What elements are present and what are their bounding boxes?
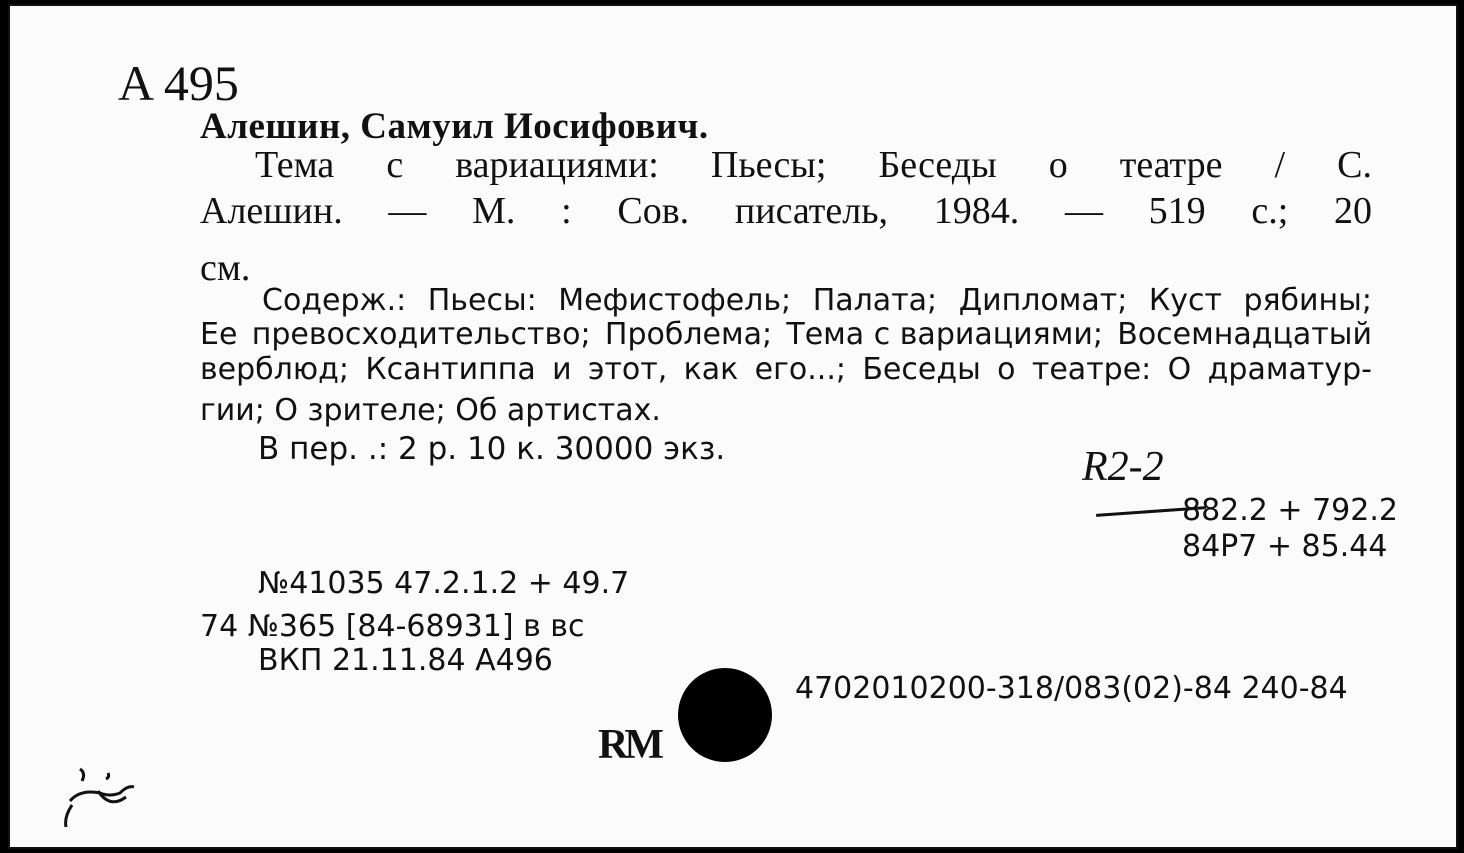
text-word: С. bbox=[1337, 144, 1372, 186]
text-word: театре: bbox=[1031, 352, 1152, 387]
text-word: Тема с вариациями; bbox=[786, 317, 1103, 352]
record-line-2: 74 №365 [84-68931] в вс bbox=[200, 609, 585, 644]
text-word: М. bbox=[472, 190, 516, 232]
text-word: Тема bbox=[255, 144, 335, 186]
text-word: драматур- bbox=[1207, 352, 1372, 387]
contents-line-1 bbox=[262, 283, 1372, 318]
contents-line-3 bbox=[200, 352, 1372, 387]
text-word: рябины; bbox=[1243, 283, 1372, 318]
text-word: / bbox=[1274, 144, 1286, 186]
text-word: этот, bbox=[587, 352, 668, 387]
text-word: Беседы bbox=[878, 144, 997, 186]
text-word: вариациями: bbox=[455, 144, 659, 186]
classification-line-1: 882.2 + 792.2 bbox=[1182, 493, 1398, 528]
text-word: О bbox=[1167, 352, 1192, 387]
text-word: 1984. bbox=[933, 190, 1020, 232]
text-word: о bbox=[1048, 144, 1068, 186]
text-word: превосходительство; bbox=[251, 317, 591, 352]
text-word: Пьесы; bbox=[710, 144, 827, 186]
title-line-2 bbox=[200, 192, 1372, 230]
rm-stamp: RM bbox=[598, 722, 660, 768]
text-word: о bbox=[997, 352, 1016, 387]
title-line-1 bbox=[255, 146, 1372, 184]
record-line-3: ВКП 21.11.84 А496 bbox=[258, 643, 553, 678]
text-word: Проблема; bbox=[604, 317, 773, 352]
text-word: — bbox=[388, 190, 427, 232]
text-word: с.; bbox=[1251, 190, 1289, 232]
text-word: как bbox=[683, 352, 739, 387]
text-word: Дипломат; bbox=[958, 283, 1128, 318]
text-word: Пьесы: bbox=[427, 283, 537, 318]
punched-hole-dot bbox=[678, 668, 772, 762]
text-word: — bbox=[1064, 190, 1103, 232]
author-heading: Алешин, Самуил Иосифович. bbox=[200, 106, 709, 147]
text-word: Ее bbox=[200, 317, 238, 352]
handwritten-classification: R2-2 bbox=[1082, 444, 1164, 490]
price-and-print-run: В пер. .: 2 р. 10 к. 30000 экз. bbox=[258, 431, 726, 467]
text-word: его...; bbox=[754, 352, 846, 387]
text-word: 519 bbox=[1148, 190, 1206, 232]
title-line-3: см. bbox=[200, 247, 251, 289]
handwritten-scribble bbox=[50, 761, 150, 831]
contents-line-2 bbox=[200, 317, 1372, 352]
call-number: A 495 bbox=[118, 55, 239, 111]
classification-line-2: 84Р7 + 85.44 bbox=[1182, 529, 1388, 564]
text-word: Мефистофель; bbox=[558, 283, 792, 318]
text-word: Палата; bbox=[812, 283, 938, 318]
text-word: : bbox=[561, 190, 572, 232]
text-word: Алешин. bbox=[200, 190, 343, 232]
text-word: 20 bbox=[1334, 190, 1372, 232]
text-word: верблюд; bbox=[200, 352, 349, 387]
text-word: Восемнадцатый bbox=[1117, 317, 1372, 352]
text-word: с bbox=[386, 144, 404, 186]
text-word: Ксантиппа bbox=[365, 352, 536, 387]
text-word: Куст bbox=[1148, 283, 1222, 318]
text-word: Сов. bbox=[617, 190, 690, 232]
text-word: Содерж.: bbox=[262, 283, 407, 318]
catalog-card bbox=[8, 4, 1458, 849]
text-word: театре bbox=[1119, 144, 1223, 186]
text-word: Беседы bbox=[862, 352, 981, 387]
isbn-code: 4702010200-318/083(02)-84 240-84 bbox=[795, 671, 1348, 706]
record-line-1: №41035 47.2.1.2 + 49.7 bbox=[258, 566, 630, 601]
text-word: и bbox=[552, 352, 572, 387]
contents-line-4: гии; О зрителе; Об артистах. bbox=[200, 393, 661, 428]
text-word: писатель, bbox=[734, 190, 889, 232]
